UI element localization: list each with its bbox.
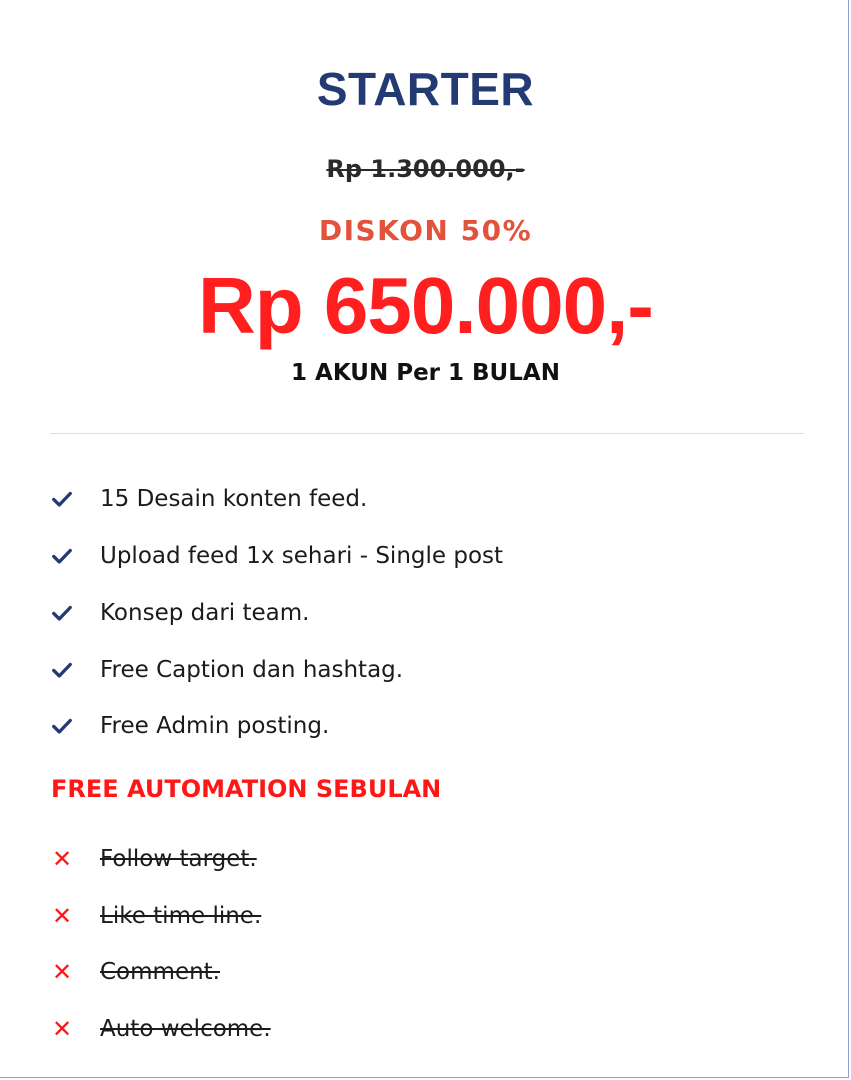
feature-item xyxy=(48,484,367,514)
plan-title: STARTER xyxy=(316,63,535,115)
excluded-text: Auto welcome. xyxy=(100,1016,271,1042)
check-icon xyxy=(48,656,76,684)
feature-text: Free Caption dan hashtag. xyxy=(100,657,404,683)
excluded-item xyxy=(48,957,220,987)
excluded-text: Follow target. xyxy=(100,846,257,872)
cross-icon: ✕ xyxy=(51,845,73,873)
excluded-text: Like time line. xyxy=(100,903,262,929)
feature-item xyxy=(48,541,503,571)
feature-item xyxy=(48,655,403,685)
excluded-text: Comment. xyxy=(100,959,220,985)
excluded-item xyxy=(48,1014,271,1044)
feature-text: Free Admin posting. xyxy=(100,713,330,739)
cross-icon: ✕ xyxy=(51,958,73,986)
check-icon xyxy=(48,599,76,627)
billing-period: 1 AKUN Per 1 BULAN xyxy=(291,360,560,386)
excluded-item xyxy=(48,901,261,931)
current-price: Rp 650.000,- xyxy=(198,261,653,350)
automation-heading: FREE AUTOMATION SEBULAN xyxy=(51,775,442,803)
feature-item xyxy=(48,598,309,628)
check-icon xyxy=(48,485,76,513)
check-icon xyxy=(48,712,76,740)
feature-text: 15 Desain konten feed. xyxy=(100,486,368,512)
check-icon xyxy=(48,542,76,570)
cross-icon: ✕ xyxy=(51,1015,73,1043)
feature-text: Konsep dari team. xyxy=(100,600,310,626)
excluded-item xyxy=(48,844,257,874)
old-price: Rp 1.300.000,- xyxy=(326,155,525,183)
cross-icon: ✕ xyxy=(51,902,73,930)
divider xyxy=(50,433,804,434)
feature-item xyxy=(48,711,329,741)
feature-text: Upload feed 1x sehari - Single post xyxy=(100,543,504,569)
discount-label: DISKON 50% xyxy=(318,214,533,247)
